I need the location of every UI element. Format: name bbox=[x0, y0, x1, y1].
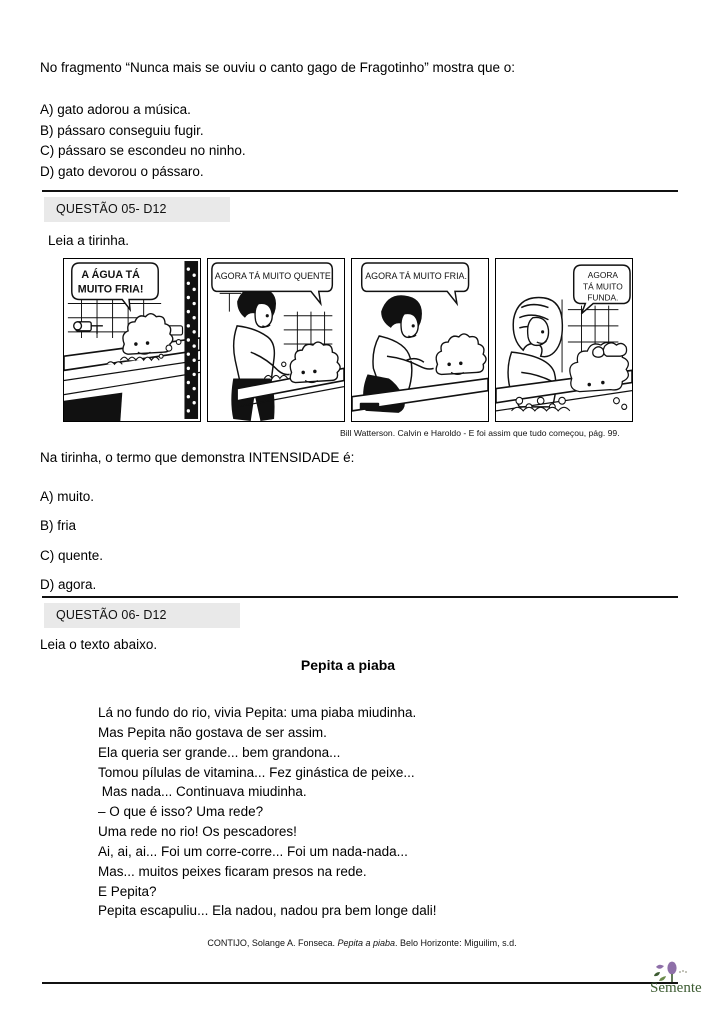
alternative-a[interactable]: A) gato adorou a música. bbox=[40, 102, 191, 117]
svg-text:AGORA: AGORA bbox=[587, 270, 618, 281]
poem-line: Ai, ai, ai... Foi um corre-corre... Foi um nada-nada... bbox=[98, 843, 408, 859]
source-title: Pepita a piaba bbox=[337, 938, 396, 948]
svg-text:MUITO FRIA!: MUITO FRIA! bbox=[77, 283, 144, 296]
question-06-instruction: Leia o texto abaixo. bbox=[40, 637, 158, 652]
poem-line: Tomou pílulas de vitamina... Fez ginástica de peixe... bbox=[98, 764, 415, 780]
svg-text:AGORA TÁ MUITO QUENTE.: AGORA TÁ MUITO QUENTE. bbox=[214, 271, 334, 282]
section-divider-question-06 bbox=[42, 596, 678, 598]
section-divider-question-05 bbox=[42, 190, 678, 192]
question-05-instruction: Leia a tirinha. bbox=[48, 233, 130, 248]
text-title bbox=[0, 657, 724, 673]
semente-logo bbox=[636, 957, 714, 1003]
question-04-stem: No fragmento “Nunca mais se ouviu o canto gago de Fragotinho” mostra que o: bbox=[40, 60, 516, 75]
comic-credit: Bill Watterson. Calvin e Haroldo - E foi assim que tudo começou, pág. 99. bbox=[340, 428, 620, 438]
alternative-d[interactable]: D) agora. bbox=[40, 577, 97, 593]
question-05-tag: QUESTÃO 05- D12 bbox=[44, 197, 230, 222]
poem-line: E Pepita? bbox=[98, 883, 157, 899]
poem-line: Mas Pepita não gostava de ser assim. bbox=[98, 724, 327, 740]
text-title-label: Pepita a piaba bbox=[300, 657, 396, 673]
alternative-d[interactable]: D) gato devorou o pássaro. bbox=[40, 163, 204, 179]
source-suffix: . Belo Horizonte: Miguilim, s.d. bbox=[395, 938, 517, 948]
alternative-a[interactable]: A) muito. bbox=[40, 489, 95, 504]
question-05-stem: Na tirinha, o termo que demonstra INTENSIDADE é: bbox=[40, 450, 355, 465]
comic-panel-4 bbox=[495, 258, 633, 422]
poem-body bbox=[98, 703, 437, 921]
footer-divider bbox=[42, 982, 678, 984]
question-04-alternatives bbox=[40, 100, 246, 182]
poem-line: Mas nada... Continuava miudinha. bbox=[98, 784, 307, 800]
alternative-b[interactable]: B) pássaro conseguiu fugir. bbox=[40, 122, 204, 138]
source-prefix: CONTIJO, Solange A. Fonseca. bbox=[207, 938, 338, 948]
poem-line: Mas... muitos peixes ficaram presos na rede. bbox=[98, 863, 367, 879]
question-05-alternatives bbox=[40, 482, 103, 600]
poem-line: – O que é isso? Uma rede? bbox=[98, 804, 264, 820]
poem-line: Pepita escapuliu... Ela nadou, nadou pra bem longe dali! bbox=[98, 903, 437, 919]
svg-text:Semente: Semente bbox=[650, 980, 702, 996]
alternative-c[interactable]: C) quente. bbox=[40, 547, 104, 563]
svg-text:TÁ MUITO: TÁ MUITO bbox=[583, 281, 623, 292]
poem-line: Uma rede no rio! Os pescadores! bbox=[98, 824, 297, 840]
alternative-b[interactable]: B) fria bbox=[40, 518, 77, 534]
comic-panel-2 bbox=[207, 258, 345, 422]
comic-strip bbox=[63, 258, 633, 422]
poem-line: Lá no fundo do rio, vivia Pepita: uma piaba miudinha. bbox=[98, 705, 417, 720]
comic-panel-1 bbox=[63, 258, 201, 422]
text-source bbox=[0, 938, 724, 948]
poem-line: Ela queria ser grande... bem grandona... bbox=[98, 744, 341, 760]
comic-panel-3 bbox=[351, 258, 489, 422]
svg-text:AGORA TÁ MUITO FRIA.: AGORA TÁ MUITO FRIA. bbox=[365, 271, 467, 282]
svg-text:FUNDA.: FUNDA. bbox=[587, 292, 619, 303]
svg-text:A ÁGUA TÁ: A ÁGUA TÁ bbox=[81, 269, 140, 282]
alternative-c[interactable]: C) pássaro se escondeu no ninho. bbox=[40, 143, 246, 159]
question-06-tag: QUESTÃO 06- D12 bbox=[44, 603, 240, 628]
